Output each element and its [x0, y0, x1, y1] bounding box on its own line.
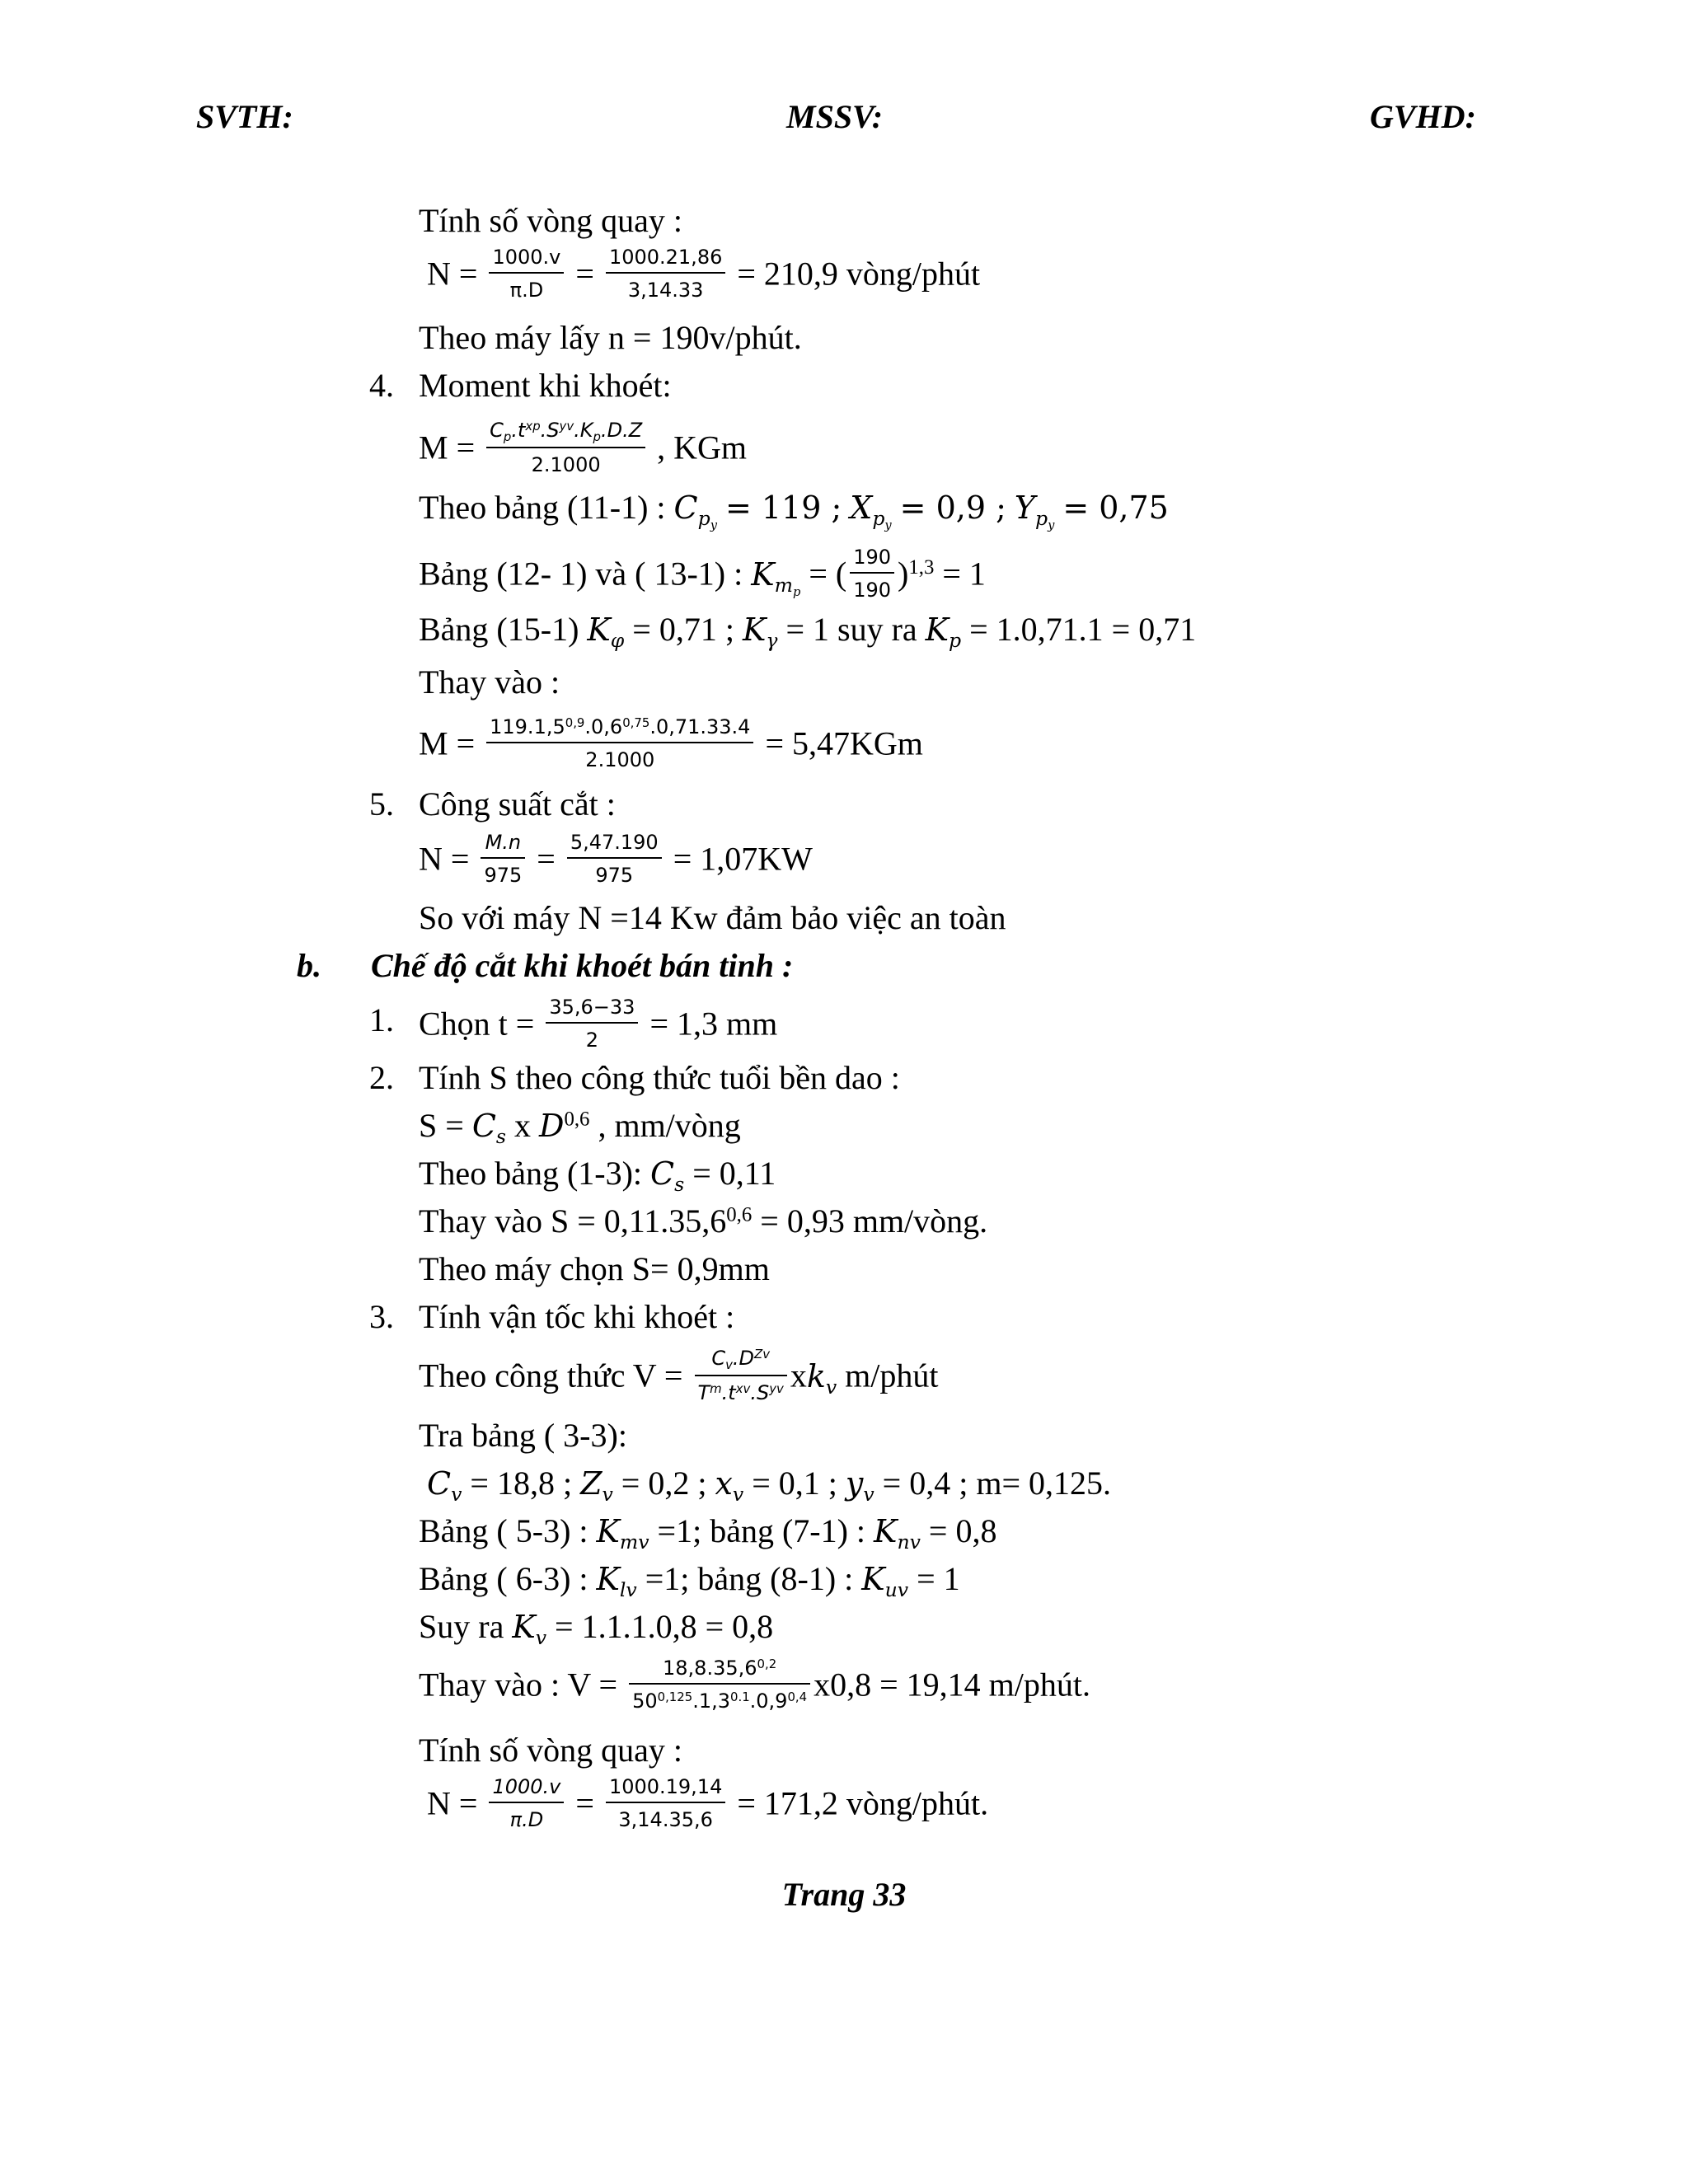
rpm2-title: Tính số vòng quay :	[419, 1732, 682, 1769]
b-step2-table: Theo bảng (1-3): $C_s = 0,11$	[419, 1155, 776, 1197]
b-step3-table: Tra bảng ( 3-3):	[419, 1417, 627, 1454]
b-step3-k1: Bảng ( 5-3) : $K_{mv} =1$; bảng (7-1) : $K_{nv} = 0,8$	[419, 1512, 997, 1554]
section-b-letter: b.	[297, 947, 321, 984]
b-step3-subst: Thay vào : V = $\frac{18,8.35,6^{0,2}}{50^{0,125}.1,3^{0.1}.0,9^{0,4}}$ x0,8 = 19,14 m/phút.	[419, 1658, 1090, 1718]
header-svth: SVTH:	[196, 98, 293, 135]
moment-fraction: $\frac{C_p.t^{xp}.S^{yv}.K_p.D.Z}{2.1000}$	[486, 417, 645, 479]
rpm1-title: Tính số vòng quay :	[419, 202, 682, 239]
page-number: Trang 33	[781, 1876, 907, 1913]
b-step3-number: 3.	[369, 1298, 394, 1335]
b-step2-machine: Theo máy chọn S= 0,9mm	[419, 1250, 770, 1287]
rpm1-formula: N = $\frac{1000.v}{\pi.D}$ = $\frac{1000.21,86}{3,14.33}$ = 210,9 vòng/phút	[427, 247, 980, 307]
step4-title: Moment khi khoét:	[419, 367, 672, 404]
b-step3-coefs: $C_v = 18,8$ ; $Z_v = 0,2$ ; $x_v = 0,1$ ; $y_v = 0,4$ ; m= 0,125.	[427, 1465, 1111, 1507]
b-step2-number: 2.	[369, 1059, 394, 1096]
b-step1-number: 1.	[369, 1001, 394, 1038]
moment-calc: M = $\frac{119.1,5^{0,9}.0,6^{0,75}.0,71.33.4}{2.1000}$ = 5,47KGm	[419, 717, 923, 777]
b-step2-subst: Thay vào $S = 0,11.35,6^{0,6} = 0,93$ mm/vòng.	[419, 1202, 988, 1240]
velocity-calc-fraction: $\frac{18,8.35,6^{0,2}}{50^{0,125}.1,3^{0.1}.0,9^{0,4}}$	[629, 1655, 810, 1715]
moment-formula: M = $\frac{C_p.t^{xp}.S^{yv}.K_p.D.Z}{2.1000}$ , KGm	[419, 420, 747, 482]
rpm2-fraction-1: $\frac{1000.v}{\pi.D}$	[489, 1774, 564, 1834]
power-fraction-2: $\frac{5,47.190}{975}$	[567, 829, 662, 889]
rpm2-fraction-2: $\frac{1000.19,14}{3,14.35,6}$	[606, 1774, 725, 1834]
rpm1-result: = 210,9 vòng/phút	[737, 255, 981, 293]
power-note: So với máy N =14 Kw đảm bảo việc an toàn	[419, 899, 1006, 936]
header-gvhd: GVHD:	[1370, 98, 1476, 135]
moment-table3: Bảng (15-1) $K_\varphi = 0,71$ ; $K_\gamma = 1$ suy ra $K_p = 1.0,71.1 = 0,71$	[419, 611, 1197, 653]
power-formula: N = $\frac{M.n}{975}$ = $\frac{5,47.190}{975}$ = 1,07KW	[419, 832, 813, 893]
header-mssv: MSSV:	[786, 98, 884, 135]
b-step2-formula: $S = C_s$ x D$^{0,6}$ , mm/vòng	[419, 1107, 741, 1149]
b-step3-k2: Bảng ( 6-3) : $K_{lv} =1$; bảng (8-1) : $K_{uv} = 1$	[419, 1560, 960, 1602]
rpm1-fraction-1: $\frac{1000.v}{\pi.D}$	[489, 244, 564, 304]
b-step1-fraction: $\frac{35,6-33}{2}$	[546, 994, 638, 1054]
velocity-fraction: $\frac{C_v.D^{Zv}}{T^m.t^{xv}.S^{yv}}$	[695, 1345, 787, 1407]
rpm1-machine: Theo máy lấy n = 190v/phút.	[419, 319, 802, 356]
rpm1-fraction-2: $\frac{1000.21,86}{3,14.33}$	[606, 244, 725, 304]
b-step3-kv: Suy ra $K_v = 1.1.1.0,8 = 0,8$	[419, 1608, 774, 1650]
step4-number: 4.	[369, 367, 394, 404]
b-step3-formula: Theo công thức V = $\frac{C_v.D^{Zv}}{T^m.t^{xv}.S^{yv}}$ $xk_v$ m/phút	[419, 1348, 939, 1410]
power-fraction-1: $\frac{M.n}{975}$	[481, 829, 525, 889]
rpm1-lhs: N =	[427, 255, 478, 293]
b-step3-title: Tính vận tốc khi khoét :	[419, 1298, 735, 1335]
rpm2-formula: N = $\frac{1000.v}{\pi.D}$ = $\frac{1000.19,14}{3,14.35,6}$ = 171,2 vòng/phút.	[427, 1777, 988, 1837]
step5-number: 5.	[369, 785, 394, 823]
moment-substitute: Thay vào :	[419, 663, 560, 701]
section-b-title: Chế độ cắt khi khoét bán tinh :	[371, 947, 794, 984]
moment-table1: Theo bảng (11-1) : $C_{p_y} = 119$ ; $X_{p_y} = 0,9$ ; $Y_{p_y} = 0,75$	[419, 489, 1169, 533]
moment-table2: Bảng (12- 1) và ( 13-1) : $K_{m_p}$ = ( $\frac{190}{190}$ )$^{1,3}$ = 1	[419, 546, 986, 602]
step5-title: Công suất cắt :	[419, 785, 616, 823]
b-step1: Chọn t = $\frac{35,6-33}{2}$ = 1,3 mm	[419, 997, 777, 1057]
moment-calc-fraction: $\frac{119.1,5^{0,9}.0,6^{0,75}.0,71.33.4}{2.1000}$	[486, 714, 753, 774]
b-step2-title: Tính S theo công thức tuổi bền dao :	[419, 1059, 900, 1096]
